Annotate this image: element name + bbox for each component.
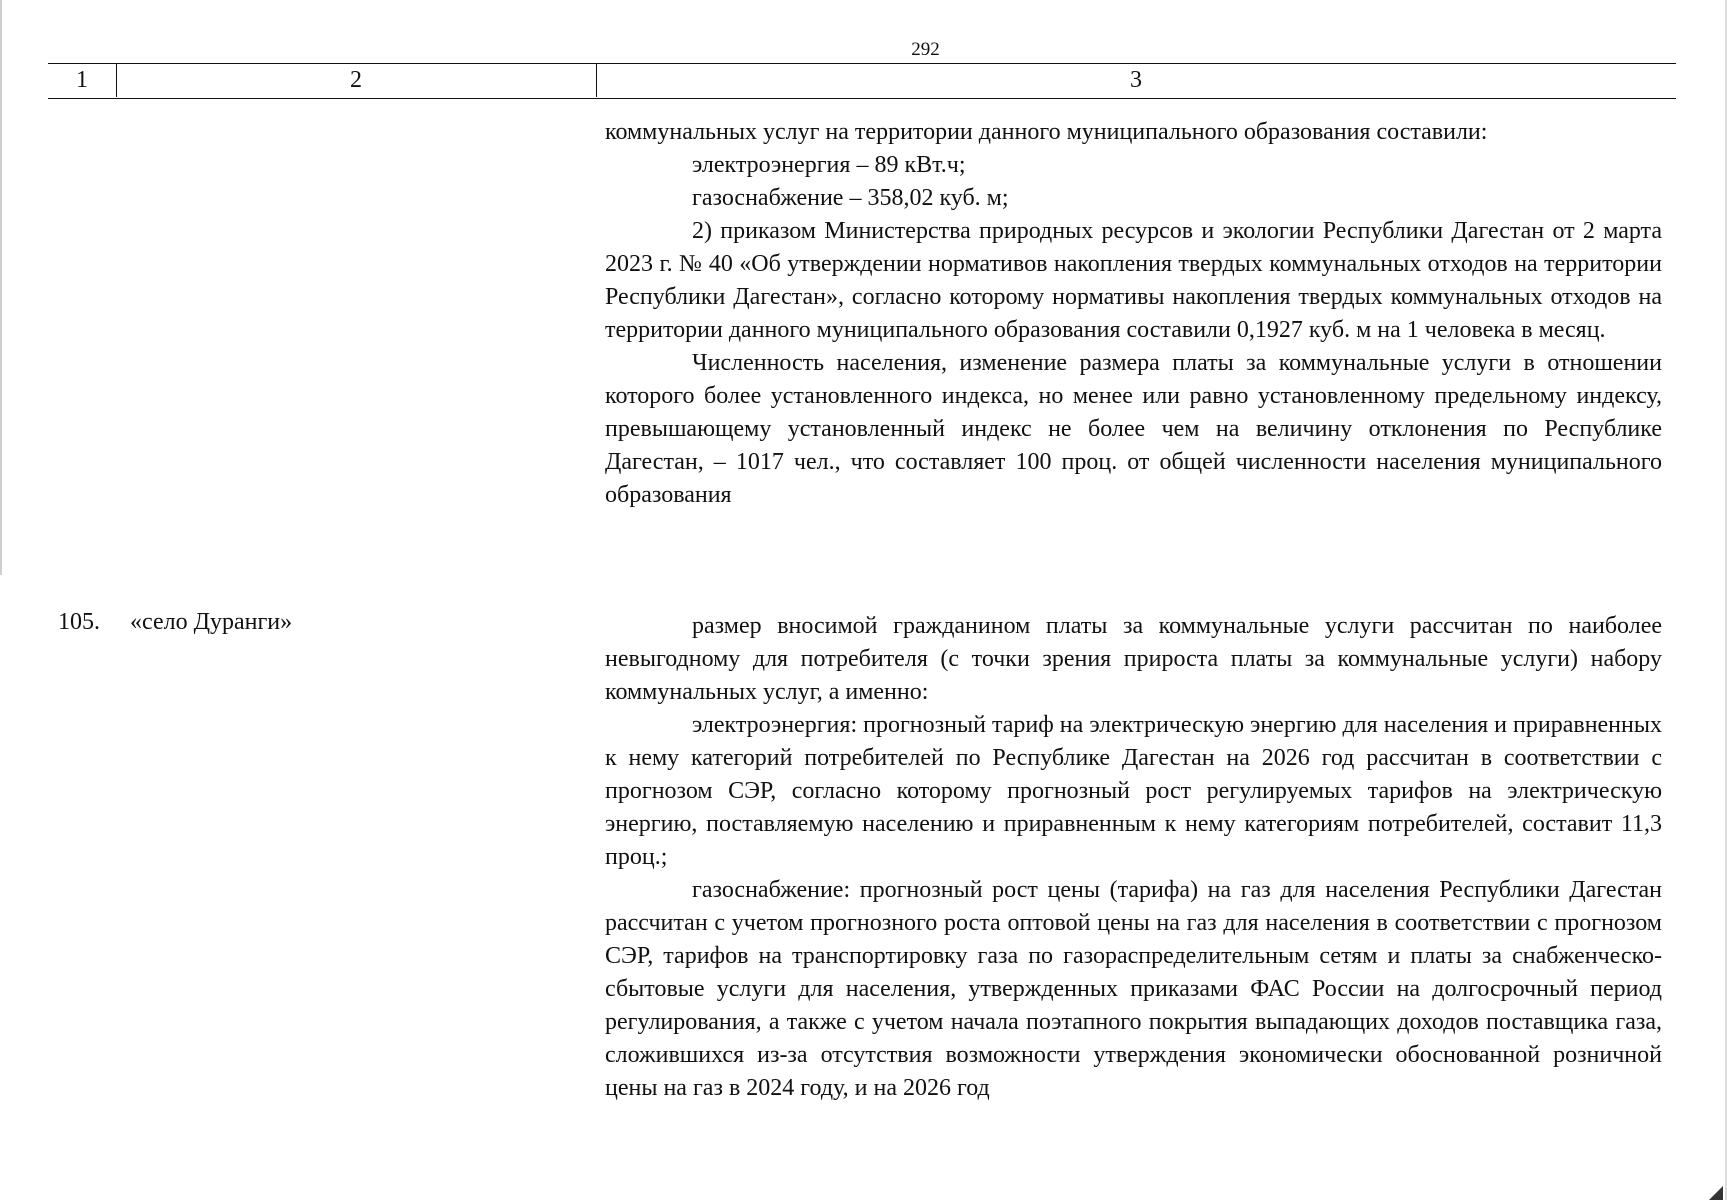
paragraph-electricity-tariff: электроэнергия: прогнозный тариф на электрическую энергию для населения и приравненных к нему категорий потребителей по Республике Дагестан на 2026 год рассчитан в соответствии с прогнозом СЭР, согласно которому прогнозный рост регулируемых тарифов на электрическую энергию, поставляемую населению и приравненным к нему категориям потребителей, составит 11,3 проц.; (605, 712, 1662, 870)
paragraph-population: Численность населения, изменение размера платы за коммунальные услуги в отношении которого более установленного индекса, но менее или равно установленному предельному индексу, превышающему установленный индекс не более чем на величину отклонения по Республике Дагестан, – 1017 чел., что составляет 100 проц. от общей численности населения муниципального образования (605, 350, 1662, 508)
entry-number: 105. (58, 609, 100, 635)
header-cell-1: 1 (76, 67, 88, 93)
header-cell-3: 3 (1130, 67, 1142, 93)
entry-name: «село Дуранги» (130, 609, 293, 635)
header-cell-2: 2 (350, 67, 362, 93)
paragraph-electricity-norm: электроэнергия – 89 кВт.ч; (692, 152, 966, 178)
table-header-row (48, 63, 1676, 99)
top-section-text (605, 116, 1662, 512)
scan-edge-left (0, 0, 2, 575)
scan-corner-mark (1709, 1186, 1723, 1200)
entry-text (605, 610, 1662, 1105)
paragraph-gas-tariff: газоснабжение: прогнозный рост цены (тарифа) на газ для населения Республики Дагестан рассчитан с учетом прогнозного роста оптовой цены на газ для населения в соответствии с прогнозом СЭР, тарифов на транспортировку газа по газораспределительным сетям и платы за снабженческо-сбытовые услуги для населения, утвержденных приказами ФАС России на долгосрочный период регулирования, а также с учетом начала поэтапного покрытия выпадающих доходов поставщика газа, сложившихся из-за отсутствия возможности утверждения экономически обоснованной розничной цены на газ в 2024 году, и на 2026 год (605, 877, 1662, 1101)
page-number-text: 292 (911, 39, 940, 60)
page-number (0, 38, 1727, 62)
paragraph-waste-order: 2) приказом Министерства природных ресурсов и экологии Республики Дагестан от 2 марта 2023 г. № 40 «Об утверждении нормативов накопления твердых коммунальных отходов на территории Республики Дагестан», согласно которому нормативы накопления твердых коммунальных отходов на территории данного муниципального образования составили 0,1927 куб. м на 1 человека в месяц. (605, 218, 1662, 343)
paragraph-payment-size: размер вносимой гражданином платы за коммунальные услуги рассчитан по наиболее невыгодному для потребителя (с точки зрения прироста платы за коммунальные услуги) набору коммунальных услуг, а именно: (605, 613, 1662, 705)
paragraph-gas-norm: газоснабжение – 358,02 куб. м; (692, 185, 1009, 211)
paragraph-continuation: коммунальных услуг на территории данного муниципального образования составили: (605, 119, 1488, 145)
